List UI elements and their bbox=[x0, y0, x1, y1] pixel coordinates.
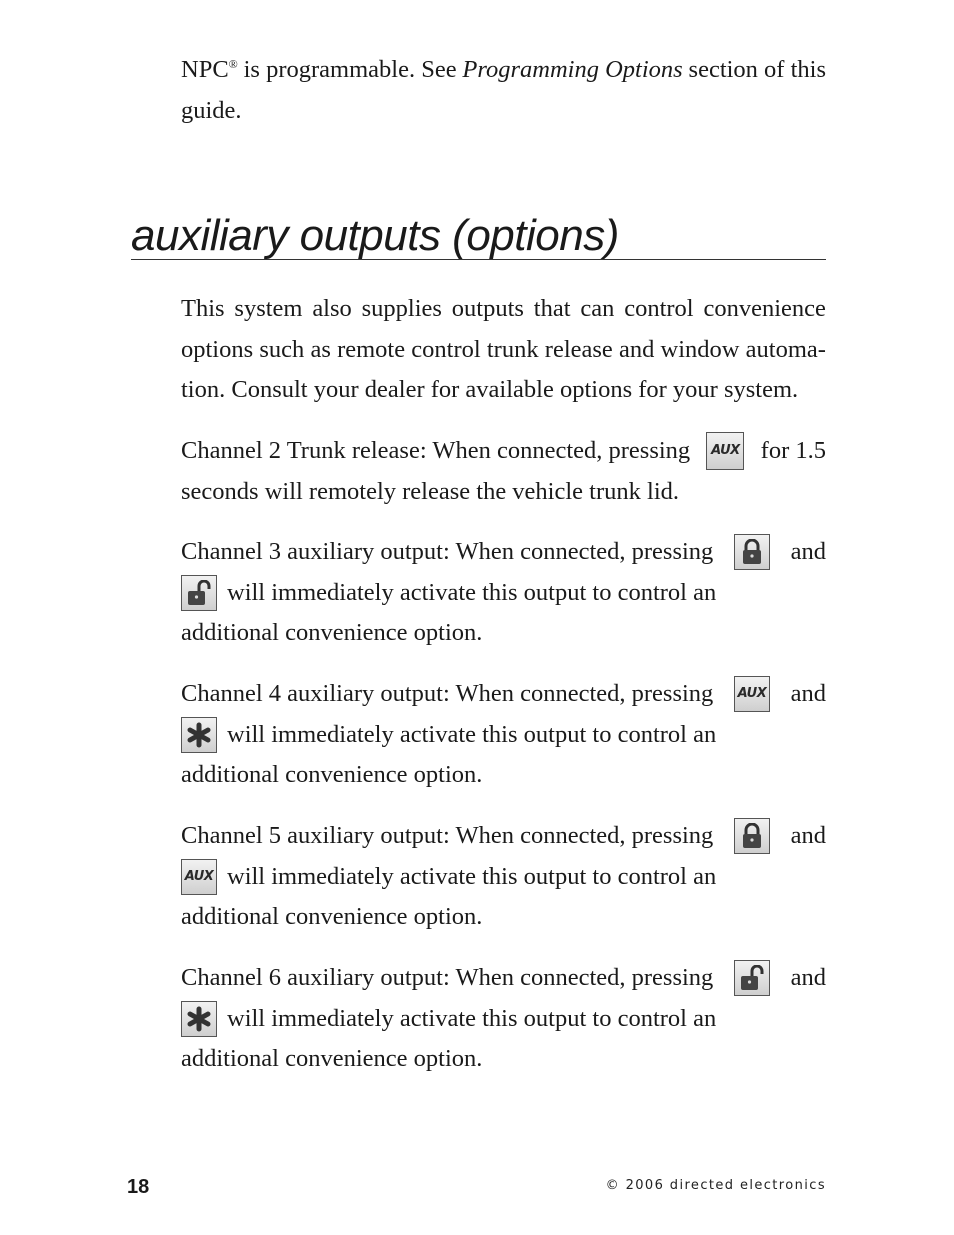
channel-2-paragraph bbox=[181, 431, 826, 512]
channel-5-line-3: additional convenience option. bbox=[181, 903, 483, 930]
intro-text: is programmable. See bbox=[243, 56, 457, 83]
channel-4-paragraph bbox=[181, 674, 826, 796]
copyright-notice: © 2006 directed electronics bbox=[605, 1178, 826, 1193]
intro-paragraph bbox=[181, 50, 826, 131]
channel-6-paragraph bbox=[181, 958, 826, 1080]
and-text: and bbox=[790, 822, 826, 849]
channel-5-line-2 bbox=[181, 857, 826, 898]
aux-button-icon: AUX bbox=[181, 859, 217, 895]
programming-options-reference: Programming Options bbox=[462, 56, 683, 83]
channel-3-line-2 bbox=[181, 573, 826, 614]
channel-4-text: Channel 4 auxiliary output: When connected, pressing bbox=[181, 680, 714, 707]
channel-2-line-1 bbox=[181, 431, 826, 472]
channel-2-text: Channel 2 Trunk release: When connected, pressing bbox=[181, 437, 691, 464]
channel-6-line-1 bbox=[181, 958, 826, 999]
aux-button-icon: AUX bbox=[706, 432, 744, 470]
channel-4-line-1 bbox=[181, 674, 826, 715]
intro-line-2: guide. bbox=[181, 96, 242, 124]
description-line-3: tion. Consult your dealer for available options for your system. bbox=[181, 376, 799, 403]
lock-button-icon bbox=[734, 534, 770, 570]
channel-5-paragraph bbox=[181, 816, 826, 938]
intro-text-continued: section of this bbox=[688, 56, 826, 83]
page-number: 18 bbox=[127, 1176, 150, 1198]
channel-5-line-1 bbox=[181, 816, 826, 857]
channel-4-line-3: additional convenience option. bbox=[181, 761, 483, 788]
channel-3-paragraph bbox=[181, 532, 826, 654]
aux-button-icon: AUX bbox=[734, 676, 770, 712]
npc-text: NPC bbox=[181, 56, 229, 83]
channel-6-text: Channel 6 auxiliary output: When connected, pressing bbox=[181, 964, 714, 991]
description-line-2: options such as remote control trunk release and window automa- bbox=[181, 335, 826, 363]
and-text: and bbox=[790, 538, 826, 565]
description-paragraph bbox=[181, 289, 826, 411]
section-heading bbox=[131, 207, 826, 260]
channel-2-duration: for 1.5 bbox=[760, 437, 826, 464]
channel-2-line-2: seconds will remotely release the vehicle trunk lid. bbox=[181, 477, 680, 505]
and-text: and bbox=[790, 680, 826, 707]
activate-text: will immediately activate this output to control an bbox=[227, 862, 717, 890]
lock-button-icon bbox=[734, 818, 770, 854]
asterisk-button-icon bbox=[181, 1001, 217, 1037]
channel-3-line-1 bbox=[181, 532, 826, 573]
channel-6-line-2 bbox=[181, 999, 826, 1040]
channel-6-line-3: additional convenience option. bbox=[181, 1045, 483, 1072]
unlock-button-icon bbox=[734, 960, 770, 996]
registered-mark: ® bbox=[228, 56, 238, 71]
channel-3-line-3: additional convenience option. bbox=[181, 619, 483, 646]
intro-line-1 bbox=[181, 50, 826, 91]
channel-3-text: Channel 3 auxiliary output: When connected, pressing bbox=[181, 538, 714, 565]
activate-text: will immediately activate this output to control an bbox=[227, 720, 717, 748]
section-heading-text: auxiliary outputs (options) bbox=[131, 211, 619, 260]
unlock-button-icon bbox=[181, 575, 217, 611]
channel-5-text: Channel 5 auxiliary output: When connected, pressing bbox=[181, 822, 714, 849]
channel-4-line-2 bbox=[181, 715, 826, 756]
asterisk-button-icon bbox=[181, 717, 217, 753]
activate-text: will immediately activate this output to control an bbox=[227, 1004, 717, 1032]
and-text: and bbox=[790, 964, 826, 991]
description-line-1: This system also supplies outputs that can control convenience bbox=[181, 295, 826, 322]
activate-text: will immediately activate this output to control an bbox=[227, 578, 717, 606]
